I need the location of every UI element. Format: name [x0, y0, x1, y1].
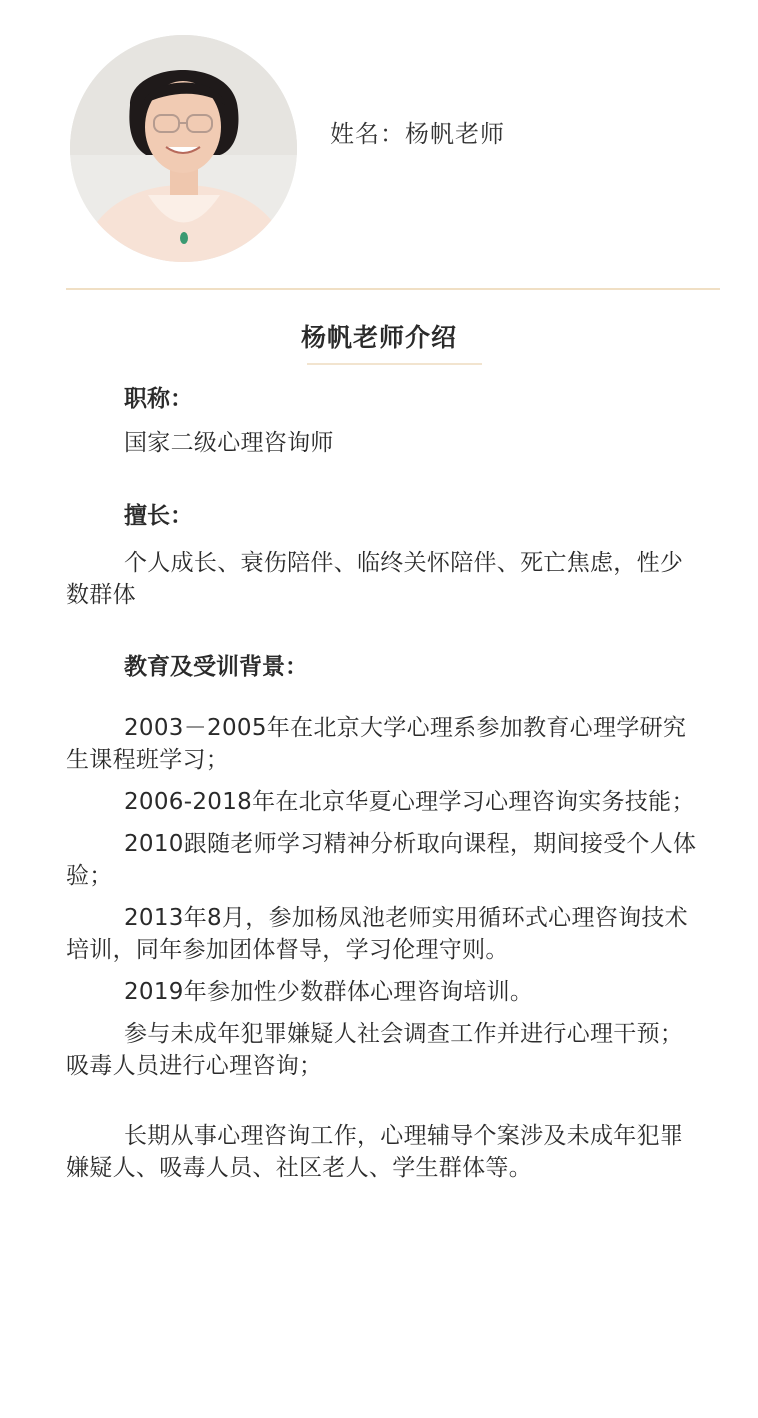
education-item: 2003－2005年在北京大学心理系参加教育心理学研究生课程班学习；: [66, 715, 687, 773]
name-label: 姓名：: [330, 120, 405, 148]
teacher-name: [330, 114, 505, 149]
intro-title: 杨帆老师介绍: [300, 323, 457, 352]
job-title-value: 国家二级心理咨询师: [124, 430, 334, 456]
intro-content: [66, 380, 706, 1184]
experience-paragraph: 长期从事心理咨询工作，心理辅导个案涉及未成年犯罪嫌疑人、吸毒人员、社区老人、学生群体等。: [66, 1123, 684, 1181]
specialty-value: 个人成长、衰伤陪伴、临终关怀陪伴、死亡焦虑，性少数群体: [66, 550, 684, 608]
education-item: 2006-2018年在北京华夏心理学习心理咨询实务技能；: [124, 789, 695, 815]
education-item: 2019年参加性少数群体心理咨询培训。: [124, 979, 534, 1005]
portrait-photo-icon: [70, 35, 297, 262]
job-title-label: 职称：: [124, 386, 193, 412]
education-item: 2013年8月，参加杨凤池老师实用循环式心理咨询技术培训，同年参加团体督导，学习伦理守则。: [66, 905, 688, 963]
education-item: 参与未成年犯罪嫌疑人社会调查工作并进行心理干预；吸毒人员进行心理咨询；: [66, 1021, 684, 1079]
specialty-label: 擅长：: [124, 503, 193, 529]
header-divider: [66, 288, 720, 290]
education-list: [66, 712, 706, 1082]
education-item: 2010跟随老师学习精神分析取向课程，期间接受个人体验；: [66, 831, 697, 889]
title-underline: [307, 363, 482, 365]
avatar: [70, 35, 297, 262]
education-label: 教育及受训背景：: [124, 654, 308, 680]
name-value: 杨帆老师: [405, 120, 505, 148]
